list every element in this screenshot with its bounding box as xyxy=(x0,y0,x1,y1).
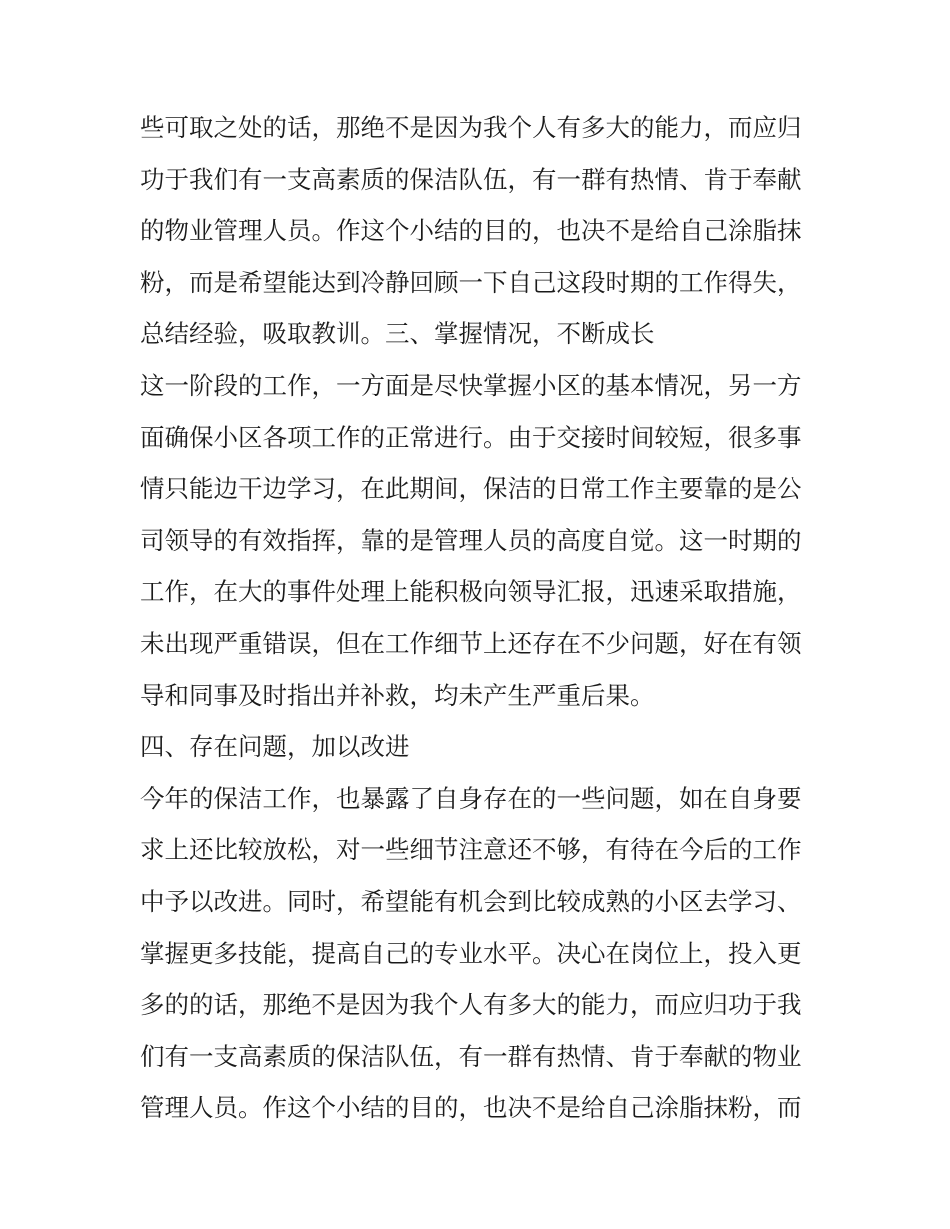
text-line: 面确保小区各项工作的正常进行。由于交接时间较短，很多事 xyxy=(140,422,802,452)
text-line: 掌握更多技能，提高自己的专业水平。决心在岗位上，投入更 xyxy=(140,938,802,968)
text-line: 未出现严重错误，但在工作细节上还存在不少问题，好在有领 xyxy=(140,628,802,658)
text-line: 多的的话，那绝不是因为我个人有多大的能力，而应归功于我 xyxy=(140,990,802,1020)
text-line: 的物业管理人员。作这个小结的目的，也决不是给自己涂脂抹 xyxy=(140,216,802,246)
text-line: 司领导的有效指挥，靠的是管理人员的高度自觉。这一时期的 xyxy=(140,525,802,555)
text-line: 工作，在大的事件处理上能积极向领导汇报，迅速采取措施， xyxy=(140,577,802,607)
text-line: 们有一支高素质的保洁队伍，有一群有热情、肯于奉献的物业 xyxy=(140,1041,802,1071)
text-line: 管理人员。作这个小结的目的，也决不是给自己涂脂抹粉，而 xyxy=(140,1093,802,1123)
text-line: 求上还比较放松，对一些细节注意还不够，有待在今后的工作 xyxy=(140,835,802,865)
text-line: 功于我们有一支高素质的保洁队伍，有一群有热情、肯于奉献 xyxy=(140,164,802,194)
text-line: 些可取之处的话，那绝不是因为我个人有多大的能力，而应归 xyxy=(140,113,802,142)
text-line: 今年的保洁工作，也暴露了自身存在的一些问题，如在自身要 xyxy=(140,783,802,813)
text-line: 情只能边干边学习，在此期间，保洁的日常工作主要靠的是公 xyxy=(140,474,802,504)
text-line: 总结经验，吸取教训。三、掌握情况，不断成长 xyxy=(140,319,655,349)
text-line: 导和同事及时指出并补救，均未产生严重后果。 xyxy=(140,680,655,710)
text-line: 中予以改进。同时，希望能有机会到比较成熟的小区去学习、 xyxy=(140,886,802,916)
section-heading: 四、存在问题，加以改进 xyxy=(140,732,410,762)
text-line: 粉，而是希望能达到冷静回顾一下自己这段时期的工作得失， xyxy=(140,267,802,297)
document-body xyxy=(140,102,820,1134)
text-line: 这一阶段的工作，一方面是尽快掌握小区的基本情况，另一方 xyxy=(140,370,802,400)
